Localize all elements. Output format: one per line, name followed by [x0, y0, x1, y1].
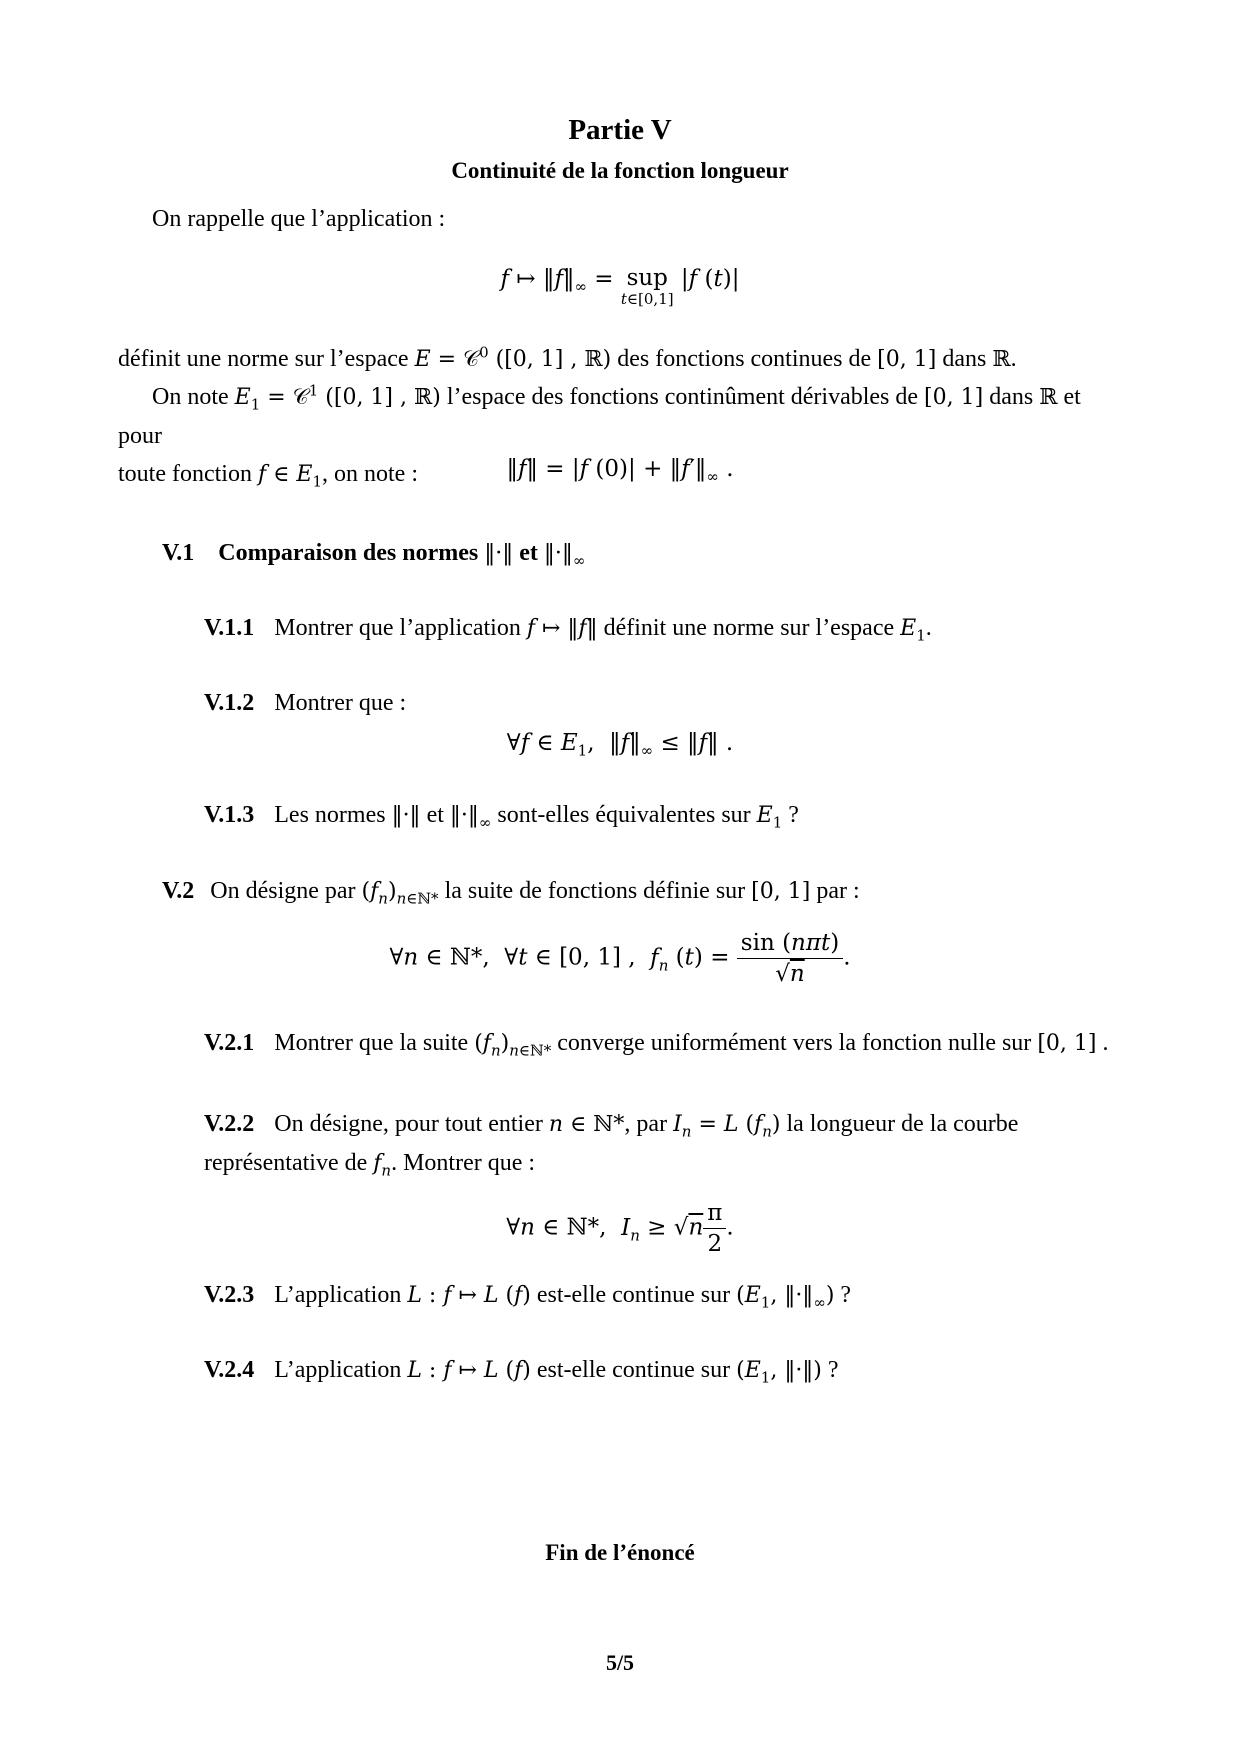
end-of-statement: Fin de l’énoncé [545, 1540, 695, 1565]
question-v-2-4: V.2.4 L’application L : f ↦ L (f) est-elle continue sur ($E_1$, ‖·‖) ? [204, 1357, 839, 1387]
question-v-2-1: V.2.1 Montrer que la suite $(f_n)_{n\in ℕ*}$ converge uniformément vers la fonction nulle sur [0, 1] . [204, 1030, 1109, 1060]
question-v-1-2: V.1.2 Montrer que : [204, 690, 407, 716]
question-v-1-1: V.1.1 Montrer que l’application f ↦ ‖f‖ définit une norme sur l’espace $E_1$. [204, 615, 932, 645]
sequence-definition-formula: ∀n ∈ ℕ*, ∀t ∈ [0, 1] , $f_n$ (t) = $\frac{\text{sin (nπt)}}{√n}$ . [389, 930, 851, 987]
length-inequality-formula: ∀n ∈ ℕ*, $I_n \ge √n$ $\frac{\pi}{2}$ . [506, 1200, 734, 1257]
norm-inequality-formula: ∀f ∈ $E_1$, $‖f‖_\infty$ ≤ ‖f‖ . [506, 730, 734, 760]
section-1-heading: V.1 Comparaison des normes ‖·‖ et $‖\cdot‖_\infty$ [162, 540, 586, 570]
section-2-intro: V.2 On désigne par $(f_n)_{n\in ℕ*}$ la suite de fonctions définie sur [0, 1] par : [162, 878, 860, 908]
sup-norm-formula: f ↦ $‖f‖_\infty$ = sup t∈[0,1] |f (t)| [500, 265, 740, 309]
question-v-1-3: V.1.3 Les normes ‖·‖ et $‖\cdot‖_\infty$ sont-elles équivalentes sur $E_1$ ? [204, 802, 799, 832]
question-v-2-2: V.2.2 On désigne, pour tout entier n ∈ ℕ*, par $I_n = L$ $(f_n)$ la longueur de la courbe représentative de $f_n$. Montrer que : [204, 1111, 1019, 1180]
intro-recall: On rappelle que l’application : [152, 206, 446, 232]
page-number: 5/5 [605, 1650, 635, 1675]
question-v-2-3: V.2.3 L’application L : f ↦ L (f) est-elle continue sur ($E_1$, $‖\cdot‖_\infty$) ? [204, 1282, 852, 1312]
part-title: Partie V [568, 114, 672, 146]
norm-definition-formula: ‖f‖ = |f $(0)| + ‖f'‖_\infty$ . [506, 456, 734, 486]
intro-defines: définit une norme sur l’espace E = 𝒞$^0$ ([0, 1] , ℝ) des fonctions continues de [0, 1] dans ℝ. [118, 343, 1017, 372]
intro-note: On note $E_1$ = 𝒞$^1$ ([0, 1] , ℝ) l’espace des fonctions continûment dérivables de [0, 1] dans ℝ et pour toute fonction f ∈ $E_1$, on note : [118, 381, 1081, 491]
part-subtitle: Continuité de la fonction longueur [451, 158, 789, 183]
